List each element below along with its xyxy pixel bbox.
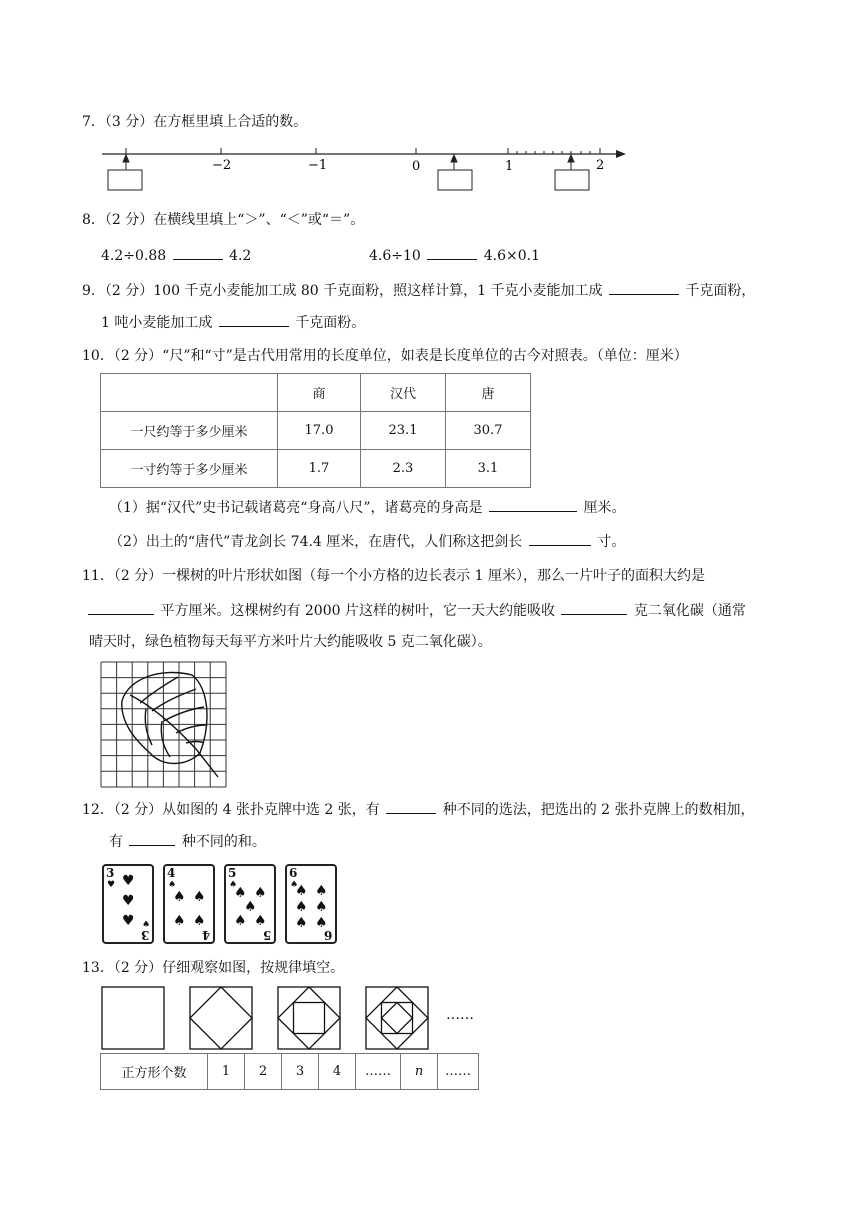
q10-sub2-tail: 寸。 xyxy=(597,534,626,550)
q11-line2-tail: 克二氧化碳（通常 xyxy=(633,603,746,619)
q13-ellipsis: …… xyxy=(446,1007,474,1023)
spade-icon: ♠ xyxy=(254,913,267,929)
q8-text: 8．（2 分）在横线里填上“＞”、“＜”或“＝”。 xyxy=(82,212,365,228)
q12-line1 xyxy=(82,799,755,820)
square-fig-2 xyxy=(190,987,252,1049)
q11-line1: 11．（2 分）一棵树的叶片形状如图（每一个小方格的边长表示 1 厘米），那么一片叶子的面积大约是 xyxy=(82,568,705,584)
spade-icon: ♠ xyxy=(234,913,247,929)
tick-label-0: 0 xyxy=(412,159,421,174)
card-rank: 6 xyxy=(323,928,332,942)
spade-icon: ♠ xyxy=(173,889,186,905)
q8-expr2-left: 4.6÷10 xyxy=(369,248,421,264)
q8-blank2[interactable] xyxy=(427,245,477,260)
q9-line2 xyxy=(101,312,365,333)
q11-line2-text: 平方厘米。这棵树约有 2000 片这样的树叶，它一天大约能吸收 xyxy=(160,603,555,619)
q9-blank1[interactable] xyxy=(609,280,679,295)
q10-text: 10．（2 分）“尺”和“寸”是古代用常用的长度单位，如表是长度单位的古今对照表。（单位：厘米） xyxy=(82,348,688,364)
table-cell: 2.3 xyxy=(361,450,446,488)
q12-line2 xyxy=(109,831,266,852)
q12-line2-text: 有 xyxy=(109,834,123,850)
card-rank: 5 xyxy=(228,866,237,880)
table-cell: 一尺约等于多少厘米 xyxy=(101,412,278,450)
tick-label-2: 2 xyxy=(596,158,605,173)
spade-icon: ♠ xyxy=(315,899,328,915)
playing-card-4 xyxy=(163,864,215,944)
spade-icon: ♠ xyxy=(168,880,177,890)
q9-line1-tail: 千克面粉， xyxy=(685,283,756,299)
spade-icon: ♠ xyxy=(244,899,257,915)
q11-line3: 晴天时，绿色植物每天每平方米叶片大约能吸收 5 克二氧化碳）。 xyxy=(89,634,492,650)
table-row xyxy=(101,1054,479,1090)
q13-table xyxy=(100,1053,479,1090)
spade-icon: ♠ xyxy=(254,885,267,901)
q13-text: 13．（2 分）仔细观察如图，按规律填空。 xyxy=(82,960,345,976)
card-rank: 3 xyxy=(106,866,115,880)
tick-label-neg2: −2 xyxy=(212,158,232,173)
number-line xyxy=(96,140,636,196)
answer-box-2[interactable] xyxy=(438,170,472,190)
square-pattern-figure xyxy=(100,985,440,1051)
q10-table xyxy=(100,373,531,488)
spade-icon: ♠ xyxy=(315,915,328,931)
heart-icon: ♥ xyxy=(122,913,135,929)
table-cell: …… xyxy=(356,1054,401,1090)
heart-icon: ♥ xyxy=(107,880,116,890)
q10-sub2-text: （2）出土的“唐代”青龙剑长 74.4 厘米，在唐代，人们称这把剑长 xyxy=(109,534,523,550)
q9-line2-text: 1 吨小麦能加工成 xyxy=(101,315,213,331)
table-cell: 4 xyxy=(319,1054,356,1090)
q10-sub1-text: （1）据“汉代”史书记载诸葛亮“身高八尺”，诸葛亮的身高是 xyxy=(109,500,483,516)
playing-card-5 xyxy=(224,864,276,944)
table-cell: 汉代 xyxy=(361,374,446,412)
heart-icon: ♥ xyxy=(122,893,135,909)
q12-blank2[interactable] xyxy=(129,831,175,846)
playing-card-6 xyxy=(285,864,337,944)
spade-icon: ♠ xyxy=(234,885,247,901)
table-cell: n xyxy=(401,1054,438,1090)
answer-box-1[interactable] xyxy=(108,170,142,190)
tick-label-1: 1 xyxy=(505,159,514,174)
q9-blank2[interactable] xyxy=(219,312,289,327)
spade-icon: ♠ xyxy=(295,883,308,899)
table-cell: 3 xyxy=(282,1054,319,1090)
q8-expr1-right: 4.2 xyxy=(229,248,252,264)
square-fig-4 xyxy=(366,987,428,1049)
table-cell xyxy=(101,374,278,412)
table-header-row xyxy=(101,374,531,412)
q11-line2 xyxy=(86,600,746,621)
playing-card-3 xyxy=(102,864,154,944)
card-rank: 5 xyxy=(262,928,271,942)
q9-line1 xyxy=(82,280,755,301)
q8-expr2-right: 4.6×0.1 xyxy=(483,248,540,264)
spade-icon: ♠ xyxy=(193,889,206,905)
spade-icon: ♠ xyxy=(193,913,206,929)
card-rank: 6 xyxy=(289,866,298,880)
card-rank: 4 xyxy=(167,866,176,880)
table-cell: 3.1 xyxy=(446,450,531,488)
square-fig-1 xyxy=(102,987,164,1049)
table-cell: 2 xyxy=(245,1054,282,1090)
table-cell: 唐 xyxy=(446,374,531,412)
q10-blank1[interactable] xyxy=(489,497,577,512)
q10-sub1 xyxy=(109,497,625,518)
card-rank: 4 xyxy=(201,928,210,942)
table-row xyxy=(101,450,531,488)
table-cell: 1.7 xyxy=(278,450,361,488)
spade-icon: ♠ xyxy=(295,899,308,915)
q8-expr1 xyxy=(101,245,251,266)
leaf-grid-figure xyxy=(100,661,228,789)
spade-icon: ♠ xyxy=(315,883,328,899)
q8-expr2 xyxy=(369,245,540,266)
table-cell: 30.7 xyxy=(446,412,531,450)
table-cell: 正方形个数 xyxy=(101,1054,208,1090)
table-cell: …… xyxy=(438,1054,479,1090)
q11-blank1[interactable] xyxy=(88,600,154,615)
spade-icon: ♠ xyxy=(173,913,186,929)
q10-sub2 xyxy=(109,531,625,552)
spade-icon: ♠ xyxy=(142,920,151,930)
q10-sub1-tail: 厘米。 xyxy=(583,500,626,516)
spade-icon: ♠ xyxy=(229,880,238,890)
spade-icon: ♠ xyxy=(295,915,308,931)
card-rank: 3 xyxy=(140,928,149,942)
table-cell: 1 xyxy=(208,1054,245,1090)
q11-blank2[interactable] xyxy=(561,600,627,615)
table-row xyxy=(101,412,531,450)
q12-line1-text: 12．（2 分）从如图的 4 张扑克牌中选 2 张，有 xyxy=(82,802,380,818)
q8-blank1[interactable] xyxy=(173,245,223,260)
q12-line1-tail: 种不同的选法，把选出的 2 张扑克牌上的数相加， xyxy=(442,802,755,818)
q12-blank1[interactable] xyxy=(386,799,436,814)
q8-expr1-left: 4.2÷0.88 xyxy=(101,248,167,264)
q12-line2-tail: 种不同的和。 xyxy=(181,834,266,850)
spade-icon: ♠ xyxy=(290,880,299,890)
q10-blank2[interactable] xyxy=(529,531,591,546)
table-cell: 商 xyxy=(278,374,361,412)
table-cell: 一寸约等于多少厘米 xyxy=(101,450,278,488)
answer-box-3[interactable] xyxy=(555,170,589,190)
square-fig-3 xyxy=(278,987,340,1049)
table-cell: 17.0 xyxy=(278,412,361,450)
table-cell: 23.1 xyxy=(361,412,446,450)
q9-line2-tail: 千克面粉。 xyxy=(295,315,366,331)
q9-line1-text: 9．（2 分）100 千克小麦能加工成 80 千克面粉，照这样计算，1 千克小麦能加工成 xyxy=(82,283,603,299)
tick-label-neg1: −1 xyxy=(308,158,328,173)
q7-text: 7．（3 分）在方框里填上合适的数。 xyxy=(82,114,308,130)
heart-icon: ♥ xyxy=(122,873,135,889)
